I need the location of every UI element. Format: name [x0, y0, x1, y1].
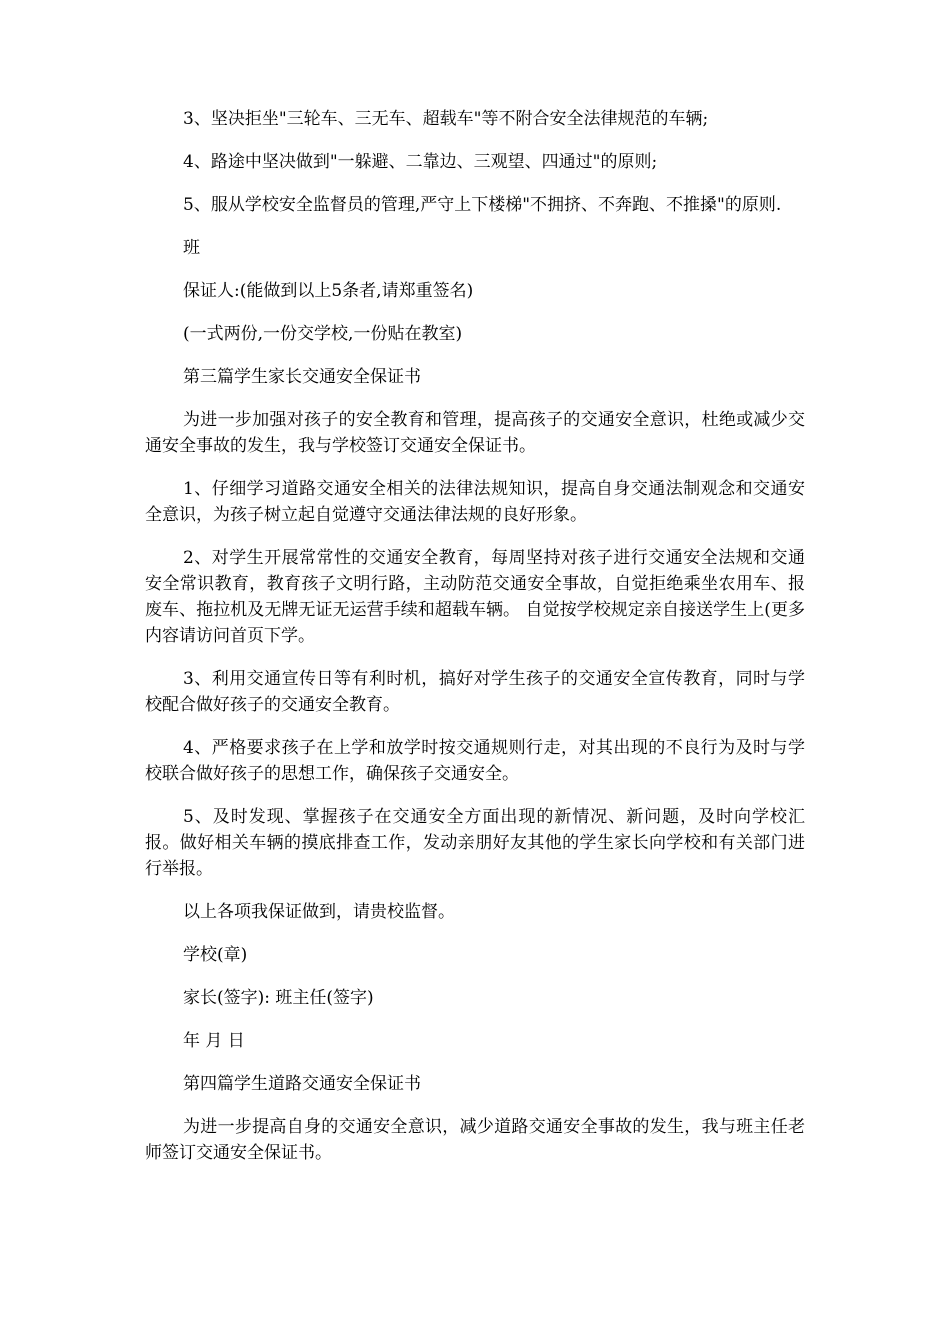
school-seal-line: 学校(章) [183, 945, 248, 965]
section-4-heading: 第四篇学生道路交通安全保证书 [183, 1074, 421, 1094]
date-line: 年 月 日 [183, 1031, 245, 1051]
section-4-intro: 为进一步提高自身的交通安全意识，减少道路交通安全事故的发生，我与班主任老师签订交通安全保证书。 [145, 1117, 805, 1163]
section-3-heading: 第三篇学生家长交通安全保证书 [183, 367, 421, 387]
signature-line: 家长(签字): 班主任(签字) [183, 988, 374, 1008]
parent-item-5: 5、及时发现、掌握孩子在交通安全方面出现的新情况、新问题，及时向学校汇报。做好相关车辆的摸底排查工作，发动亲朋好友其他的学生家长向学校和有关部门进行举报。 [145, 807, 805, 879]
pledge-closing: 以上各项我保证做到，请贵校监督。 [183, 902, 455, 922]
parent-item-3: 3、利用交通宣传日等有利时机，搞好对学生孩子的交通安全宣传教育，同时与学校配合做好孩子的交通安全教育。 [145, 669, 805, 715]
rule-4-paragraph: 4、路途中坚决做到"一躲避、二靠边、三观望、四通过"的原则; [183, 152, 658, 172]
section-3-intro: 为进一步加强对孩子的安全教育和管理，提高孩子的交通安全意识，杜绝或减少交通安全事故的发生，我与学校签订交通安全保证书。 [145, 410, 805, 456]
guarantor-line: 保证人:(能做到以上5条者,请郑重签名) [183, 281, 474, 301]
parent-item-1: 1、仔细学习道路交通安全相关的法律法规知识，提高自身交通法制观念和交通安全意识，为孩子树立起自觉遵守交通法律法规的良好形象。 [145, 479, 805, 525]
rule-3-paragraph: 3、坚决拒坐"三轮车、三无车、超载车"等不附合安全法律规范的车辆; [183, 109, 709, 129]
parent-item-4: 4、严格要求孩子在上学和放学时按交通规则行走，对其出现的不良行为及时与学校联合做好孩子的思想工作，确保孩子交通安全。 [145, 738, 805, 784]
parent-item-2: 2、对学生开展常常性的交通安全教育，每周坚持对孩子进行交通安全法规和交通安全常识教育，教育孩子文明行路，主动防范交通安全事故，自觉拒绝乘坐农用车、报废车、拖拉机及无牌无证无运营手续和超载车辆。 自觉按学校规定亲自接送学生上(更多内容请访问首页下学。 [145, 548, 805, 646]
class-line: 班 [183, 238, 200, 258]
copies-note: (一式两份,一份交学校,一份贴在教室) [183, 324, 463, 344]
rule-5-paragraph: 5、服从学校安全监督员的管理,严守上下楼梯"不拥挤、不奔跑、不推搡"的原则. [183, 195, 782, 215]
